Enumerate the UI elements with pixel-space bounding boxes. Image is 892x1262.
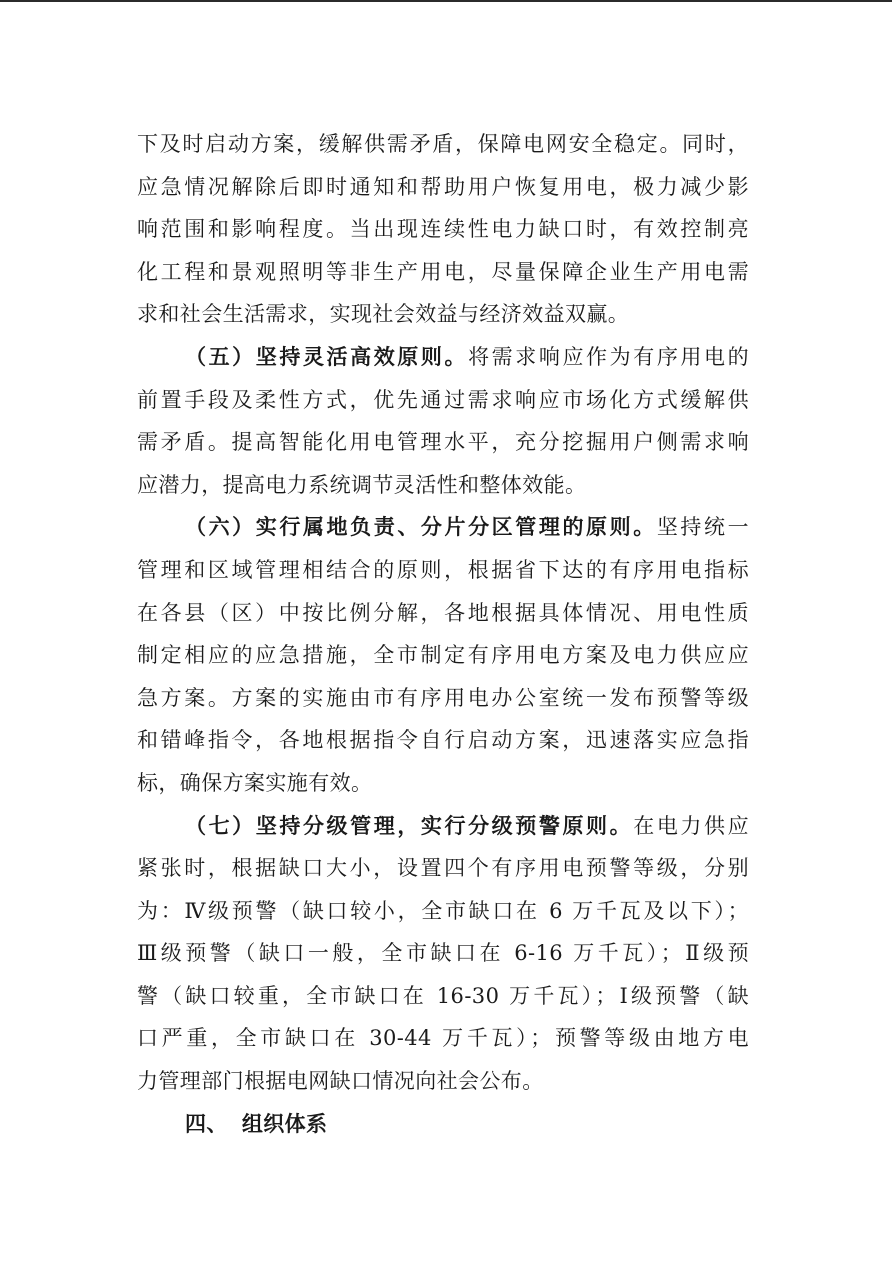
text-line: 应潜力，提高电力系统调节灵活性和整体效能。 <box>137 472 587 497</box>
text-line: 管理和区域管理相结合的原则，根据省下达的有序用电指标 <box>137 557 749 582</box>
principle-heading: （六）实行属地负责、分片分区管理的原则。 <box>185 514 657 540</box>
principle-heading: （五）坚持灵活高效原则。 <box>185 343 469 369</box>
text-line: 求和社会生活需求，实现社会效益与经济效益双赢。 <box>137 302 630 327</box>
section-title: 组织体系 <box>241 1110 328 1136</box>
text-line: 紧张时，根据缺口大小，设置四个有序用电预警等级，分别 <box>137 856 749 881</box>
text-line: 下及时启动方案，缓解供需矛盾，保障电网安全稳定。同时， <box>137 132 749 156</box>
text-line: 标，确保方案实施有效。 <box>137 770 373 795</box>
text-line: 口严重，全市缺口在 30-44 万千瓦）；预警等级由地方电 <box>137 1026 749 1051</box>
text-line: 和错峰指令，各地根据指令自行启动方案，迅速落实应急指 <box>137 728 749 753</box>
text-line: 在各县（区）中按比例分解，各地根据具体情况、用电性质 <box>137 600 749 625</box>
text-line: 化工程和景观照明等非生产用电，尽量保障企业生产用电需 <box>137 259 749 284</box>
text-line: 为：Ⅳ级预警（缺口较小，全市缺口在 6 万千瓦及以下）； <box>137 898 749 923</box>
principle-heading: （七）坚持分级管理，实行分级预警原则。 <box>185 812 634 838</box>
page-top-border <box>0 0 892 2</box>
paragraph-principle-6 <box>137 506 749 804</box>
text-line: 警（缺口较重，全市缺口在 16-30 万千瓦）；Ⅰ级预警（缺 <box>137 983 749 1008</box>
text-run: 在电力供应 <box>633 813 749 838</box>
text-line: 急方案。方案的实施由市有序用电办公室统一发布预警等级 <box>137 685 749 710</box>
paragraph-principle-5 <box>137 336 749 506</box>
text-run: 坚持统一 <box>656 515 750 540</box>
paragraph-continuation <box>137 123 749 336</box>
text-line <box>137 506 749 549</box>
text-line: 制定相应的应急措施，全市制定有序用电方案及电力供应应 <box>137 643 749 668</box>
text-line: 前置手段及柔性方式，优先通过需求响应市场化方式缓解供 <box>137 387 749 412</box>
text-line: 应急情况解除后即时通知和帮助用户恢复用电，极力减少影 <box>137 174 749 199</box>
text-line: 响范围和影响程度。当出现连续性电力缺口时，有效控制亮 <box>137 217 749 242</box>
text-line: 力管理部门根据电网缺口情况向社会公布。 <box>137 1069 544 1094</box>
section-number: 四、 <box>185 1110 228 1136</box>
document-page <box>137 123 749 1145</box>
paragraph-principle-7 <box>137 805 749 1103</box>
text-run: 将需求响应作为有序用电的 <box>468 344 749 369</box>
text-line <box>137 805 749 848</box>
text-line: 需矛盾。提高智能化用电管理水平，充分挖掘用户侧需求响 <box>137 430 749 455</box>
text-line <box>137 336 749 379</box>
text-line: Ⅲ级预警（缺口一般，全市缺口在 6-16 万千瓦）；Ⅱ级预 <box>137 941 749 966</box>
section-heading <box>137 1103 749 1146</box>
